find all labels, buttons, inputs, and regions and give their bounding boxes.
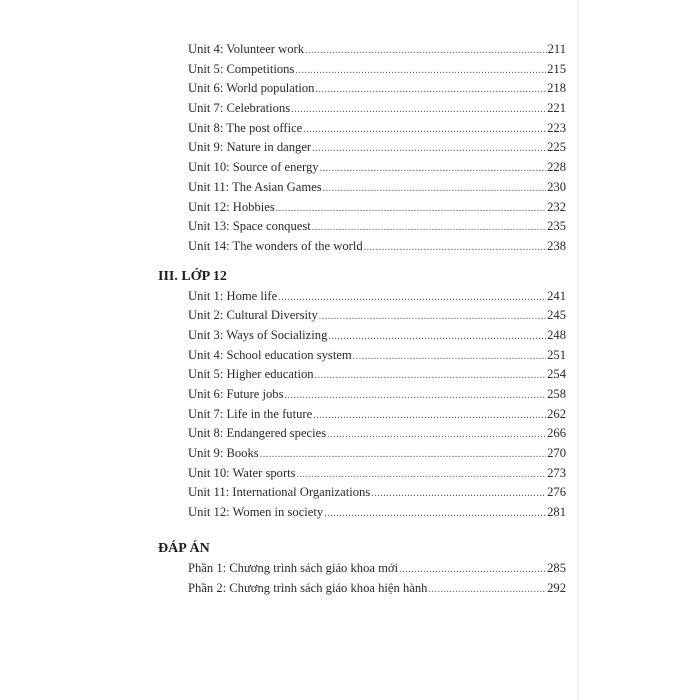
toc-entry [158,559,566,579]
section-heading-lop-12: III. LỚP 12 [158,268,227,284]
toc-entry-title: Unit 1: Home life [188,288,278,303]
toc-entry-title: Unit 12: Women in society [188,505,324,520]
toc-entry-page-number: 228 [547,160,566,175]
toc-entry [158,405,566,425]
toc-entry [158,79,566,99]
toc-entry [158,444,566,464]
toc-entry-title: Unit 9: Books [188,446,259,461]
toc-entry [158,385,566,405]
toc-entry [158,483,566,503]
dot-leader [285,385,547,406]
toc-entry-title: Unit 7: Life in the future [188,406,313,421]
toc-entry [158,158,566,178]
toc-entry [158,237,566,257]
toc-entry-page-number: 251 [547,347,566,362]
dot-leader [276,198,546,219]
toc-entry-title: Unit 12: Hobbies [188,199,275,214]
toc-entry [158,178,566,198]
dot-leader [291,99,546,120]
toc-section-lop-11-continued [158,40,566,257]
dot-leader [323,178,546,199]
toc-entry-title: Unit 4: School education system [188,347,352,362]
toc-entry-title: Unit 5: Higher education [188,367,314,382]
toc-entry-page-number: 241 [547,288,566,303]
toc-entry-title: Unit 9: Nature in danger [188,140,312,155]
toc-entry-title: Unit 10: Water sports [188,465,296,480]
dot-leader [295,60,546,81]
toc-entry [158,306,566,326]
dot-leader [315,365,547,386]
toc-entry-page-number: 230 [547,179,566,194]
toc-entry-page-number: 218 [547,81,566,96]
toc-entry-page-number: 223 [547,120,566,135]
dot-leader [399,559,546,580]
toc-entry-title: Unit 7: Celebrations [188,101,291,116]
toc-entry [158,40,566,60]
toc-entry-page-number: 221 [547,101,566,116]
toc-section-dap-an [158,559,566,598]
toc-entry-page-number: 225 [547,140,566,155]
toc-entry-page-number: 211 [547,42,566,56]
toc-entry-page-number: 254 [547,367,566,382]
dot-leader [320,158,547,179]
toc-entry-title: Unit 2: Cultural Diversity [188,308,318,323]
dot-leader [319,306,546,327]
dot-leader [327,424,546,445]
toc-entry [158,287,566,307]
dot-leader [312,138,546,159]
toc-entry [158,464,566,484]
toc-entry-title: Unit 6: Future jobs [188,387,284,401]
toc-entry [158,579,566,599]
toc-entry-page-number: 273 [547,465,566,480]
toc-entry-page-number: 245 [547,308,566,323]
section-heading-dap-an: ĐÁP ÁN [158,540,210,556]
dot-leader [260,444,546,465]
toc-entry-title: Unit 13: Space conquest [188,219,311,234]
table-of-contents [158,40,566,598]
dot-leader [313,405,546,426]
dot-leader [328,326,546,347]
toc-entry-page-number: 238 [547,238,566,253]
dot-leader [312,217,546,238]
dot-leader [428,579,546,600]
dot-leader [303,119,546,140]
toc-entry-page-number: 276 [547,485,566,500]
toc-entry-page-number: 266 [547,426,566,441]
toc-entry [158,138,566,158]
toc-section-lop-12 [158,287,566,523]
toc-entry-title: Unit 3: Ways of Socializing [188,327,328,342]
toc-entry [158,198,566,218]
dot-leader [305,40,547,61]
dot-leader [315,79,546,100]
dot-leader [364,237,546,258]
toc-entry-page-number: 215 [547,61,566,76]
toc-entry [158,503,566,523]
toc-entry-page-number: 232 [547,199,566,214]
toc-entry-title: Unit 4: Volunteer work [188,42,305,56]
toc-entry [158,424,566,444]
toc-entry-title: Unit 5: Competitions [188,61,295,76]
dot-leader [324,503,546,524]
dot-leader [297,464,547,485]
toc-entry-page-number: 285 [547,560,566,575]
toc-entry-title: Unit 14: The wonders of the world [188,238,363,253]
toc-entry-page-number: 281 [547,505,566,520]
toc-entry-title: Phần 2: Chương trình sách giáo khoa hiện hành [188,580,428,595]
toc-entry-page-number: 248 [547,327,566,342]
toc-entry-page-number: 270 [547,446,566,461]
toc-entry-page-number: 235 [547,219,566,234]
toc-entry-title: Unit 11: International Organizations [188,485,371,500]
toc-entry [158,99,566,119]
page-edge-shadow [577,0,579,700]
toc-entry-page-number: 292 [547,580,566,595]
toc-entry [158,365,566,385]
toc-entry-title: Phần 1: Chương trình sách giáo khoa mới [188,560,399,575]
dot-leader [278,287,546,308]
toc-entry [158,326,566,346]
toc-entry-title: Unit 8: The post office [188,120,303,135]
toc-entry [158,217,566,237]
toc-entry-title: Unit 11: The Asian Games [188,179,322,194]
toc-entry-title: Unit 10: Source of energy [188,160,319,175]
toc-entry [158,119,566,139]
dot-leader [371,483,546,504]
toc-entry-page-number: 262 [547,406,566,421]
toc-entry-title: Unit 6: World population [188,81,315,96]
dot-leader [353,346,546,367]
toc-entry-title: Unit 8: Endangered species [188,426,327,441]
toc-entry [158,60,566,80]
toc-entry-page-number: 258 [547,387,566,401]
toc-entry [158,346,566,366]
